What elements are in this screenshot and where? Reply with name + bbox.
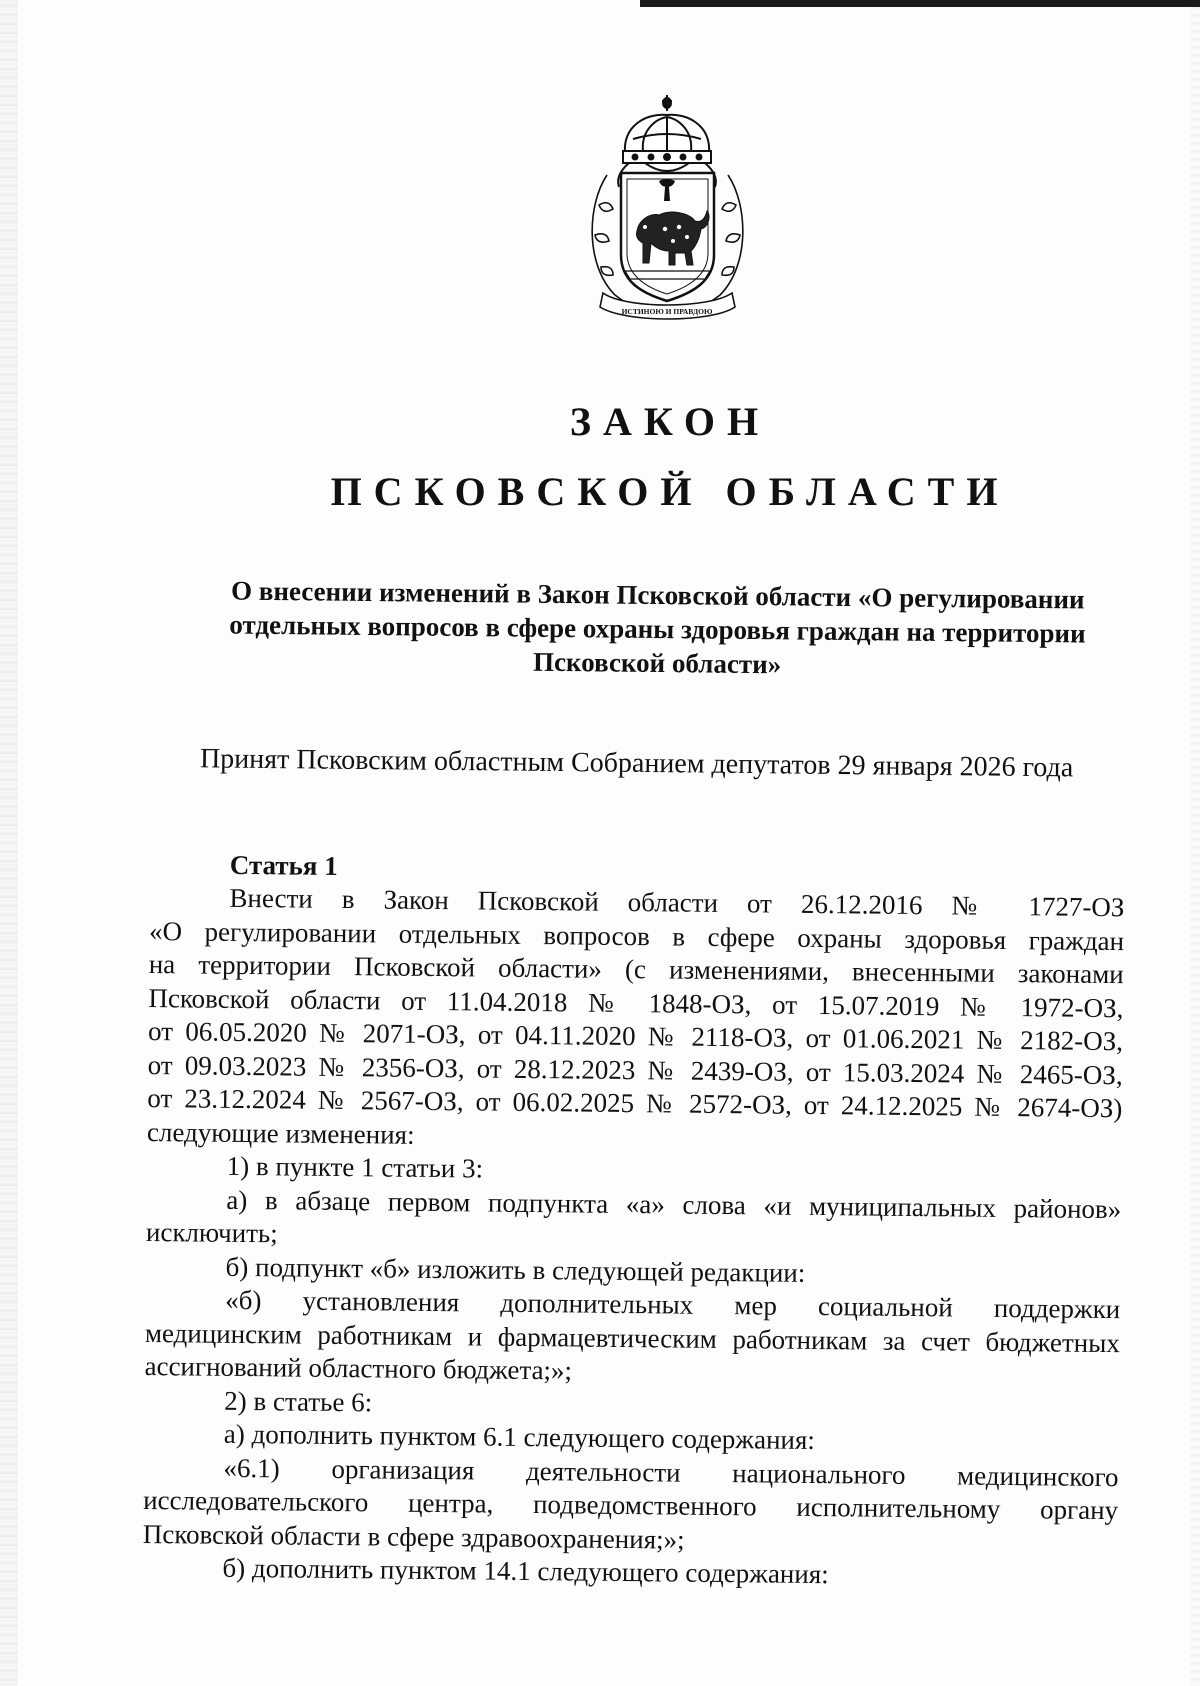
region-title: ПСКОВСКОЙ ОБЛАСТИ (330, 469, 1010, 514)
text-line: б) дополнить пунктом 14.1 следующего содержания: (222, 1552, 829, 1590)
text-line: а) в абзаце первом подпункта «а» слова «и муниципальных районов» (226, 1184, 1122, 1224)
text-line: от 06.05.2020 № 2071-ОЗ, от 04.11.2020 № 2118-ОЗ, от 01.06.2021 № 2182-ОЗ, (147, 1015, 1124, 1057)
text-line: ассигнований областного бюджета;»; (144, 1350, 573, 1386)
heading-line: отдельных вопросов в сфере охраны здоровья граждан на территории (229, 609, 1086, 649)
text-line: от 09.03.2023 № 2356-ОЗ, от 28.12.2023 № 2439-ОЗ, от 15.03.2024 № 2465-ОЗ, (147, 1049, 1123, 1090)
text-line: 2) в статье 6: (224, 1385, 373, 1417)
scan-edge-top (640, 0, 1200, 7)
text-line: б) подпункт «б» изложить в следующей редакции: (225, 1251, 806, 1288)
text-line: 1) в пункте 1 статьи 3: (226, 1150, 484, 1184)
adoption-statement: Принят Псковским областным Собранием депутатов 29 января 2026 года (199, 743, 1074, 784)
emblem-motto: ИСТИНОЮ И ПРАВДОЮ (621, 307, 713, 316)
text-line: Псковской области от 11.04.2018 № 1848-ОЗ, от 15.07.2019 № 1972-ОЗ, (148, 982, 1124, 1023)
text-line: «6.1) организация деятельности национального медицинского (223, 1452, 1119, 1492)
text-line: «б) установления дополнительных мер социальной поддержки (225, 1284, 1121, 1325)
text-line: следующие изменения: (146, 1116, 415, 1150)
law-title: ЗАКОН (569, 399, 771, 444)
text-line: Внести в Закон Псковской области от 26.12.2016 № 1727-ОЗ (229, 882, 1125, 923)
text-line: медицинским работникам и фармацевтическим работникам за счет бюджетных (144, 1317, 1121, 1358)
text-line: исключить; (145, 1216, 278, 1249)
text-line: а) дополнить пунктом 6.1 следующего содержания: (223, 1418, 816, 1455)
heading-line: О внесении изменений в Закон Псковской области «О регулировании (230, 575, 1085, 615)
scan-edge-right (1190, 0, 1200, 1686)
heading-line: Псковской области» (532, 646, 782, 680)
article-title: Статья 1 (229, 849, 338, 881)
coat-of-arms-emblem (585, 95, 750, 335)
article-body (142, 848, 1125, 1595)
text-line: от 23.12.2024 № 2567-ОЗ, от 06.02.2025 № 2572-ОЗ, от 24.12.2025 № 2674-ОЗ) (147, 1082, 1123, 1124)
text-line: на территории Псковской области» (с изменениями, внесенными законами (148, 948, 1124, 990)
law-heading (194, 573, 1120, 685)
text-line: исследовательского центра, подведомственного исполнительному органу (143, 1484, 1119, 1526)
text-line: «О регулировании отдельных вопросов в сфере охраны здоровья граждан (148, 915, 1125, 956)
scan-edge-left (0, 0, 18, 1686)
text-line: Псковской области в сфере здравоохранения;»; (142, 1518, 685, 1555)
